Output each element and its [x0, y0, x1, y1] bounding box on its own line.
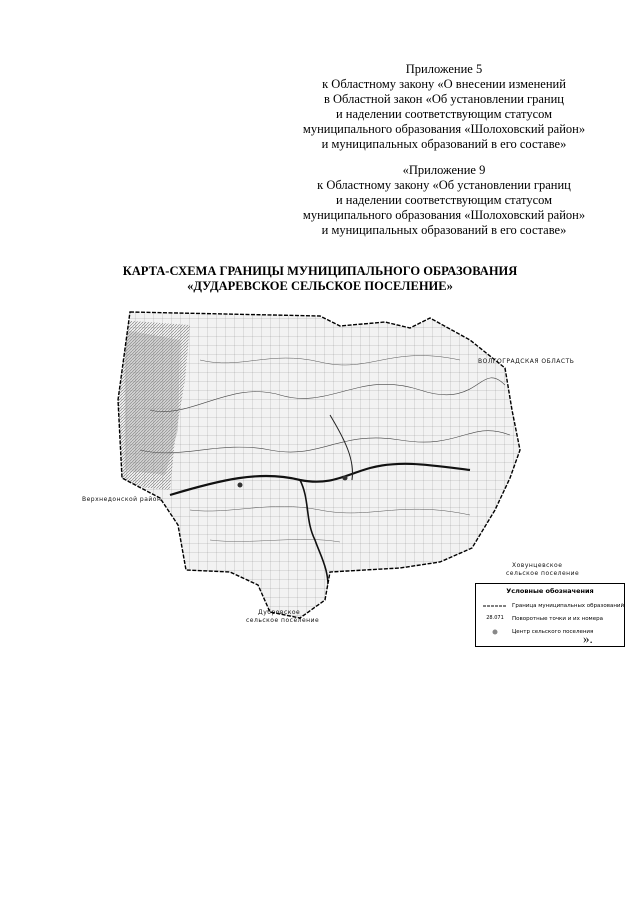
verkhnedon-district-label: Верхнедонской район: [82, 496, 162, 503]
legend-item-turning-point: [482, 615, 603, 623]
annex-5-line: к Областному закону «О внесении изменений: [322, 77, 566, 91]
boundary-line-icon: [482, 602, 508, 610]
annex-5-line: и муниципальных образований в его составе»: [321, 137, 567, 151]
annex-9-line: к Областному закону «Об установлении границ: [317, 178, 571, 192]
khovunchev-settlement-label-1: Ховунцевское: [512, 562, 563, 569]
legend-item-label: Поворотные точки и их номера: [512, 616, 603, 622]
map-title-line-1: КАРТА-СХЕМА ГРАНИЦЫ МУНИЦИПАЛЬНОГО ОБРАЗОВАНИЯ: [122, 264, 518, 278]
annex-5-line: и наделении соответствующим статусом: [335, 107, 553, 121]
annex-9-line: и муниципальных образований в его составе»: [321, 223, 567, 237]
map-title: [60, 264, 580, 294]
map-title-line-2: «ДУДАРЕВСКОЕ СЕЛЬСКОЕ ПОСЕЛЕНИЕ»: [187, 279, 453, 293]
annex-9-line: «Приложение 9: [402, 163, 486, 177]
annex-5-header: [284, 62, 604, 152]
turning-point-code: 28.071: [486, 615, 504, 621]
dubrovskoe-settlement-label-2: сельское поселение: [246, 617, 320, 624]
legend-item-settlement-center: [482, 628, 593, 636]
legend-item-label: Граница муниципальных образований: [512, 603, 625, 609]
dubrovskoe-settlement-label-1: Дубровское: [258, 609, 301, 616]
annex-5-line: Приложение 5: [405, 62, 483, 76]
settlement-center-icon: [482, 628, 508, 636]
annex-5-line: муниципального образования «Шолоховский район»: [302, 122, 586, 136]
annex-9-header: [284, 163, 604, 238]
turning-point-icon: [482, 615, 508, 623]
legend-title: Условные обозначения: [506, 587, 594, 595]
closing-quote: ».: [583, 631, 593, 646]
legend-item-boundary: [482, 602, 624, 610]
legend-item-label: Центр сельского поселения: [512, 629, 594, 635]
volgograd-region-label: ВОЛГОГРАДСКАЯ ОБЛАСТЬ: [478, 358, 575, 365]
annex-9-line: и наделении соответствующим статусом: [335, 193, 553, 207]
map-legend: [475, 583, 625, 647]
khovunchev-settlement-label-2: сельское поселение: [506, 570, 580, 577]
annex-9-line: муниципального образования «Шолоховский район»: [302, 208, 586, 222]
annex-5-line: в Областной закон «Об установлении границ: [323, 92, 564, 106]
